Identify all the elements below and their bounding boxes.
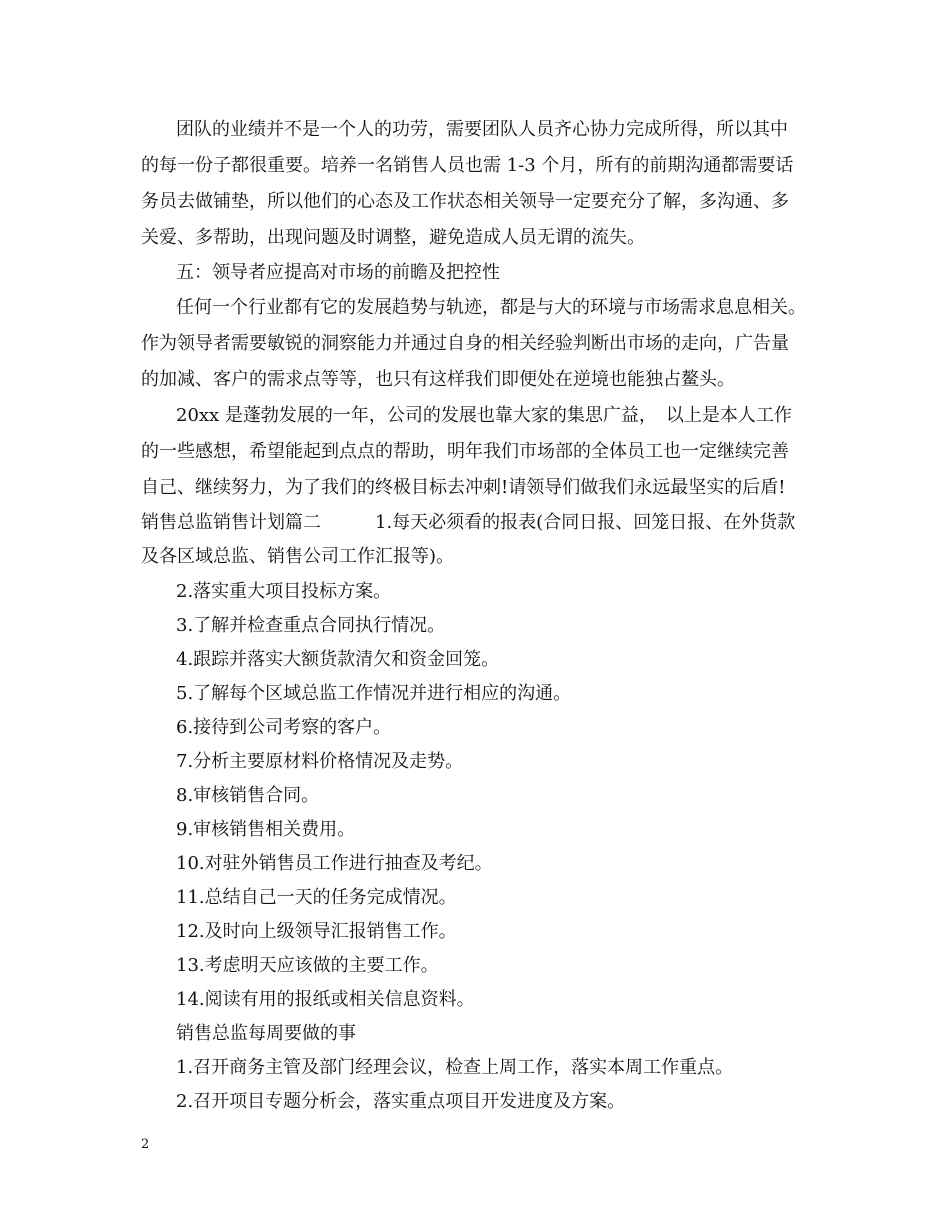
list-item: 5.了解每个区域总监工作情况并进行相应的沟通。 bbox=[176, 683, 572, 704]
section-heading: 销售总监每周要做的事 bbox=[176, 1023, 356, 1044]
paragraph-line: 20xx 是蓬勃发展的一年，公司的发展也靠大家的集思广益， 以上是本人工作 bbox=[176, 405, 792, 426]
list-item: 2.召开项目专题分析会，落实重点项目开发进度及方案。 bbox=[176, 1091, 626, 1112]
paragraph-line: 自己、继续努力，为了我们的终极目标去冲刺!请领导们做我们永远最坚实的后盾! bbox=[141, 477, 786, 498]
paragraph-line: 关爱、多帮助，出现问题及时调整，避免造成人员无谓的流失。 bbox=[141, 227, 645, 248]
paragraph-line: 团队的业绩并不是一个人的功劳，需要团队人员齐心协力完成所得，所以其中 bbox=[176, 119, 788, 140]
paragraph-line: 作为领导者需要敏锐的洞察能力并通过自身的相关经验判断出市场的走向，广告量 bbox=[141, 333, 789, 354]
paragraph-line: 务员去做铺垫，所以他们的心态及工作状态相关领导一定要充分了解，多沟通、多 bbox=[141, 191, 789, 212]
page-number: 2 bbox=[141, 1137, 150, 1152]
paragraph-line: 任何一个行业都有它的发展趋势与轨迹，都是与大的环境与市场需求息息相关。 bbox=[176, 297, 806, 318]
paragraph-line: 的加减、客户的需求点等等，也只有这样我们即便处在逆境也能独占鳌头。 bbox=[141, 369, 735, 390]
list-item: 3.了解并检查重点合同执行情况。 bbox=[176, 615, 446, 636]
list-item: 10.对驻外销售员工作进行抽查及考纪。 bbox=[176, 853, 493, 874]
list-item: 2.落实重大项目投标方案。 bbox=[176, 581, 392, 602]
list-item: 7.分析主要原材料价格情况及走势。 bbox=[176, 751, 464, 772]
list-item: 6.接待到公司考察的客户。 bbox=[176, 717, 392, 738]
list-item: 8.审核销售合同。 bbox=[176, 785, 320, 806]
paragraph-line: 销售总监销售计划篇二 1.每天必须看的报表(合同日报、回笼日报、在外货款 bbox=[141, 512, 796, 533]
list-item: 12.及时向上级领导汇报销售工作。 bbox=[176, 921, 457, 942]
list-item: 1.召开商务主管及部门经理会议，检查上周工作，落实本周工作重点。 bbox=[176, 1057, 734, 1078]
list-item: 4.跟踪并落实大额货款清欠和资金回笼。 bbox=[176, 649, 500, 670]
list-item: 9.审核销售相关费用。 bbox=[176, 819, 356, 840]
paragraph-line: 的一些感想，希望能起到点点的帮助，明年我们市场部的全体员工也一定继续完善 bbox=[141, 441, 789, 462]
paragraph-line: 的每一份子都很重要。培养一名销售人员也需 1-3 个月，所有的前期沟通都需要话 bbox=[141, 155, 794, 176]
list-item: 14.阅读有用的报纸或相关信息资料。 bbox=[176, 989, 475, 1010]
paragraph-line: 及各区域总监、销售公司工作汇报等)。 bbox=[141, 546, 455, 567]
list-item: 11.总结自己一天的任务完成情况。 bbox=[176, 887, 457, 908]
section-heading: 五：领导者应提高对市场的前瞻及把控性 bbox=[176, 262, 500, 283]
list-item: 13.考虑明天应该做的主要工作。 bbox=[176, 955, 439, 976]
